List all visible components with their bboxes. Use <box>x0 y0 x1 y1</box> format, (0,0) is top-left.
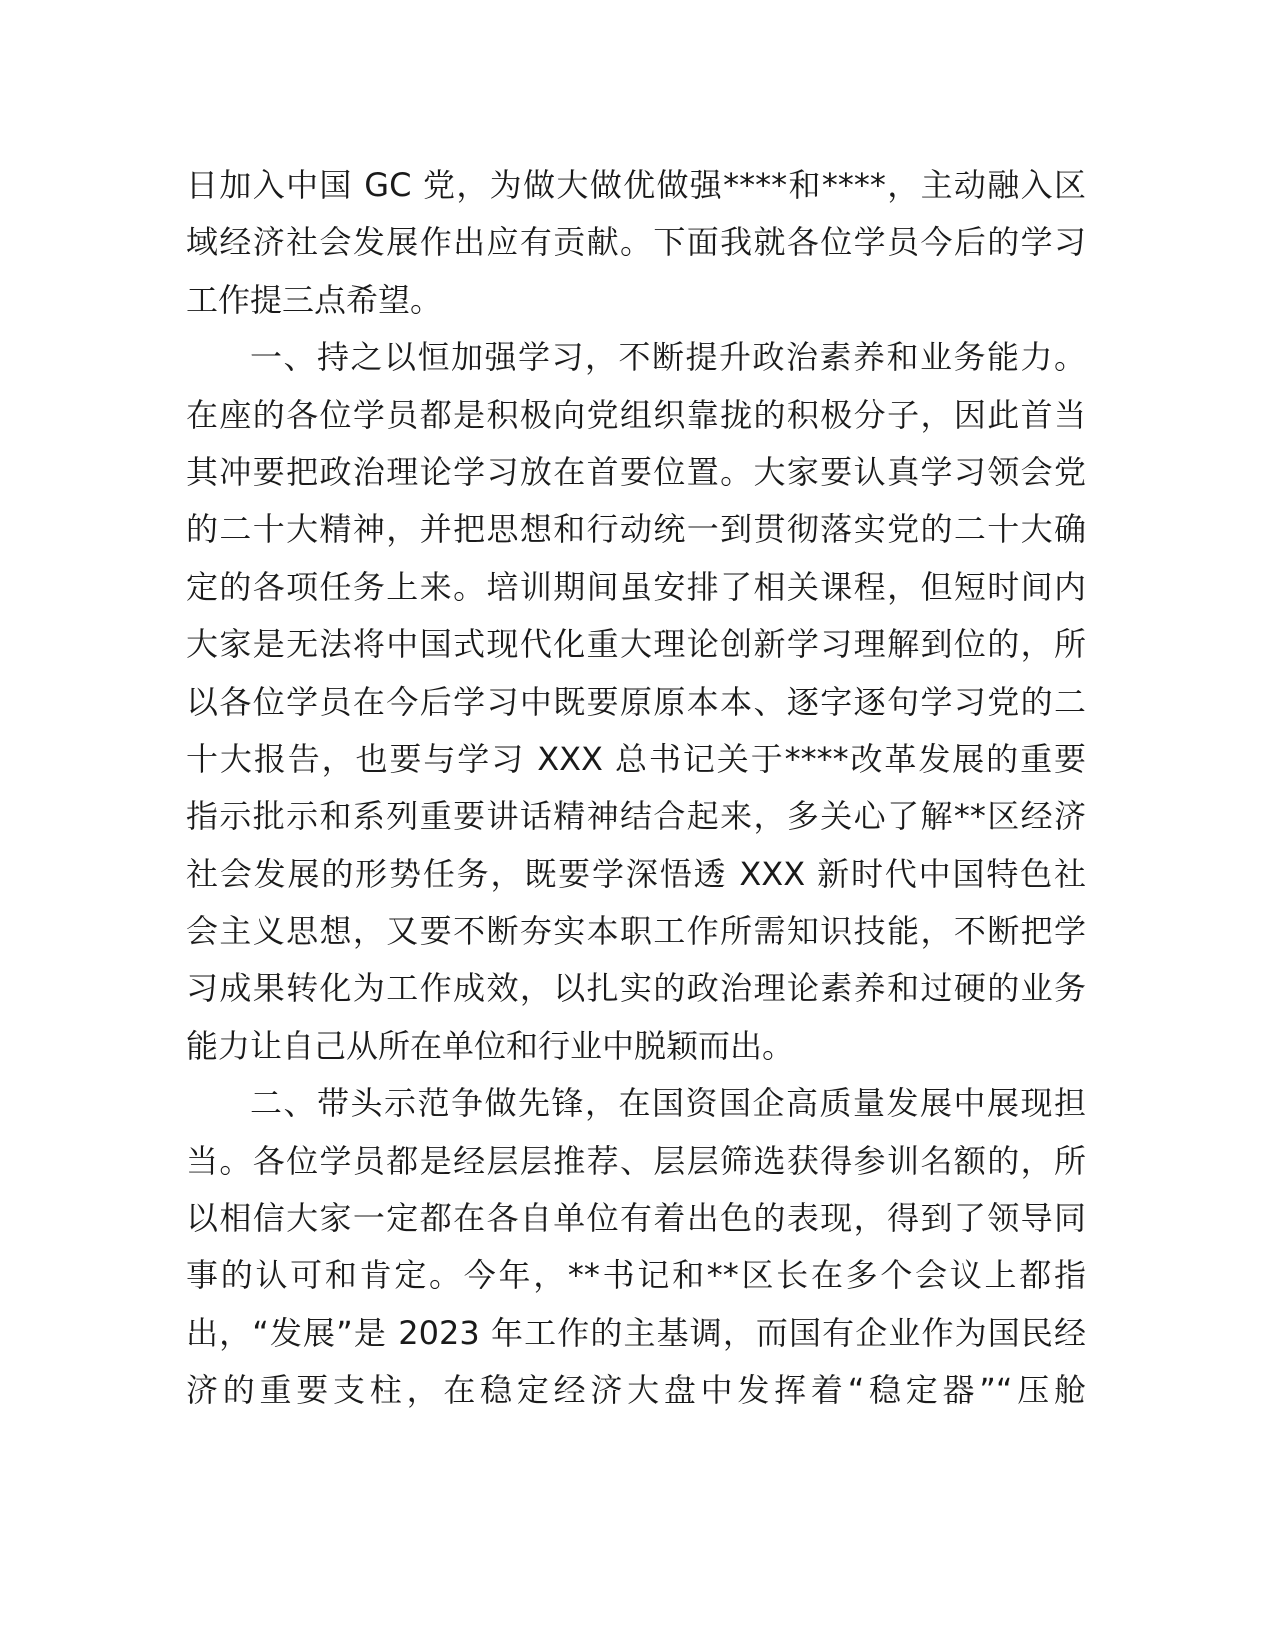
text-line: 的二十大精神，并把思想和行动统一到贯彻落实党的二十大确 <box>186 510 1086 549</box>
text-line: 社会发展的形势任务，既要学深悟透 XXX 新时代中国特色社 <box>186 854 1086 893</box>
document-body <box>186 157 1086 1420</box>
text-line: 会主义思想，又要不断夯实本职工作所需知识技能，不断把学 <box>186 912 1086 951</box>
text-line: 工作提三点希望。 <box>186 280 443 319</box>
text-line: 十大报告，也要与学习 XXX 总书记关于****改革发展的重要 <box>186 739 1086 778</box>
text-line: 习成果转化为工作成效，以扎实的政治理论素养和过硬的业务 <box>186 969 1086 1008</box>
section-heading-line: 二、带头示范争做先锋，在国资国企高质量发展中展现担 <box>250 1084 1086 1123</box>
text-line: 域经济社会发展作出应有贡献。下面我就各位学员今后的学习 <box>186 223 1086 262</box>
section-heading-line: 一、持之以恒加强学习，不断提升政治素养和业务能力。 <box>250 338 1086 377</box>
paragraph-point-one <box>186 329 1086 1075</box>
text-line: 以相信大家一定都在各自单位有着出色的表现，得到了领导同 <box>186 1199 1086 1238</box>
text-line: 以各位学员在今后学习中既要原原本本、逐字逐句学习党的二 <box>186 682 1086 721</box>
text-line: 出，“发展”是 2023 年工作的主基调，而国有企业作为国民经 <box>186 1313 1086 1352</box>
paragraph-intro-continued <box>186 157 1086 329</box>
text-line: 济的重要支柱，在稳定经济大盘中发挥着“稳定器”“压舱 <box>186 1371 1086 1410</box>
paragraph-point-two <box>186 1075 1086 1419</box>
text-line: 当。各位学员都是经层层推荐、层层筛选获得参训名额的，所 <box>186 1141 1086 1180</box>
text-line: 在座的各位学员都是积极向党组织靠拢的积极分子，因此首当 <box>186 395 1086 434</box>
text-line: 指示批示和系列重要讲话精神结合起来，多关心了解**区经济 <box>186 797 1086 836</box>
text-line: 事的认可和肯定。今年，**书记和**区长在多个会议上都指 <box>186 1256 1086 1295</box>
text-line: 能力让自己从所在单位和行业中脱颖而出。 <box>186 1026 795 1065</box>
text-line: 其冲要把政治理论学习放在首要位置。大家要认真学习领会党 <box>186 452 1086 491</box>
text-line: 大家是无法将中国式现代化重大理论创新学习理解到位的，所 <box>186 625 1086 664</box>
text-line: 定的各项任务上来。培训期间虽安排了相关课程，但短时间内 <box>186 567 1086 606</box>
text-line: 日加入中国 GC 党，为做大做优做强****和****，主动融入区 <box>186 166 1086 204</box>
